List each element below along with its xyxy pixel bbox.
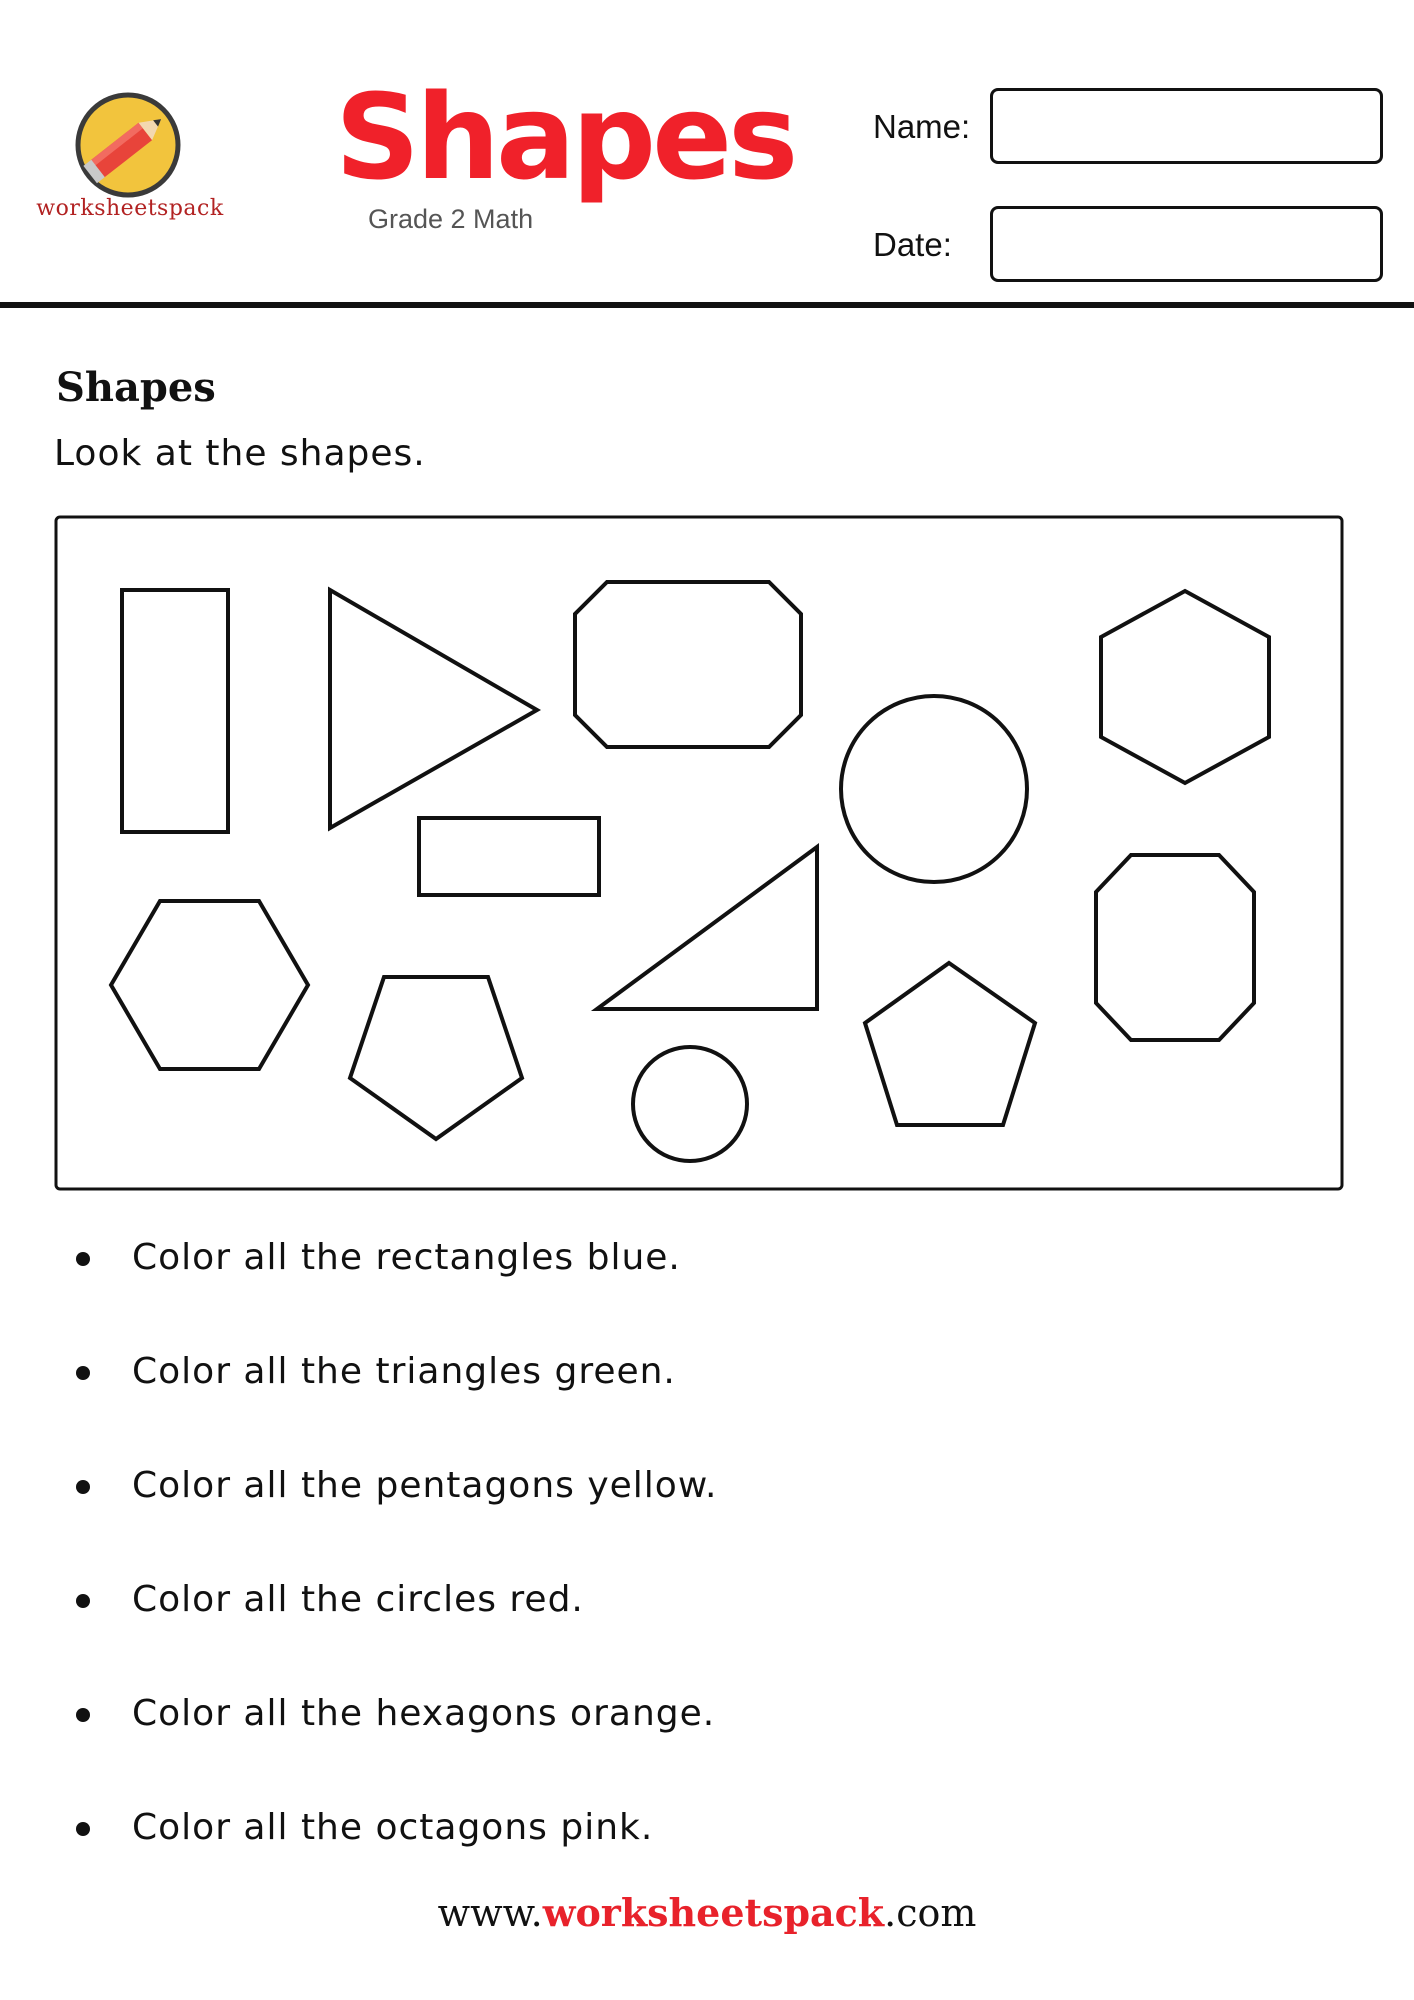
task-text: Color all the hexagons orange.	[132, 1693, 716, 1734]
task-text: Color all the circles red.	[132, 1579, 584, 1620]
footer-brand: worksheetspack	[542, 1890, 885, 1935]
shape-circle-large[interactable]	[841, 696, 1027, 882]
shape-rectangle-wide[interactable]	[419, 818, 599, 895]
page-subtitle: Grade 2 Math	[368, 204, 534, 234]
list-item	[70, 1342, 717, 1456]
name-label: Name:	[873, 108, 971, 145]
shape-hexagon-top-right[interactable]	[1101, 591, 1269, 783]
shape-rectangle-tall[interactable]	[122, 590, 228, 832]
task-text: Color all the pentagons yellow.	[132, 1465, 718, 1506]
list-item	[70, 1228, 717, 1342]
shape-pentagon-right[interactable]	[865, 963, 1035, 1125]
shape-octagon-right[interactable]	[1096, 855, 1254, 1040]
logo	[20, 88, 224, 228]
date-label: Date:	[873, 226, 952, 263]
pencil-logo-icon	[70, 90, 186, 200]
bullet-icon	[76, 1252, 90, 1266]
bullet-icon	[76, 1480, 90, 1494]
page-title: Shapes	[335, 68, 795, 206]
header-divider	[0, 302, 1414, 308]
footer-prefix: www.	[437, 1891, 543, 1935]
list-item	[70, 1456, 717, 1570]
task-text: Color all the octagons pink.	[132, 1807, 654, 1848]
shapes-panel	[54, 515, 1344, 1191]
shape-octagon-top[interactable]	[575, 582, 801, 747]
section-heading: Shapes	[56, 364, 216, 411]
date-field[interactable]	[990, 206, 1383, 282]
section-instruction: Look at the shapes.	[54, 433, 426, 474]
footer-suffix: .com	[884, 1891, 977, 1935]
bullet-icon	[76, 1594, 90, 1608]
shape-pentagon-left[interactable]	[350, 977, 522, 1139]
shape-circle-small[interactable]	[633, 1047, 747, 1161]
shape-triangle-right-pointing[interactable]	[330, 590, 537, 828]
task-text: Color all the triangles green.	[132, 1351, 676, 1392]
shape-hexagon-left[interactable]	[111, 901, 308, 1069]
bullet-icon	[76, 1366, 90, 1380]
shape-triangle-right-angle[interactable]	[597, 847, 817, 1009]
footer-url[interactable]	[0, 1890, 1414, 1935]
task-list	[70, 1228, 717, 1912]
list-item	[70, 1684, 717, 1798]
task-text: Color all the rectangles blue.	[132, 1237, 681, 1278]
list-item	[70, 1570, 717, 1684]
bullet-icon	[76, 1708, 90, 1722]
name-field[interactable]	[990, 88, 1383, 164]
logo-text: worksheetspack	[36, 196, 224, 221]
bullet-icon	[76, 1822, 90, 1836]
